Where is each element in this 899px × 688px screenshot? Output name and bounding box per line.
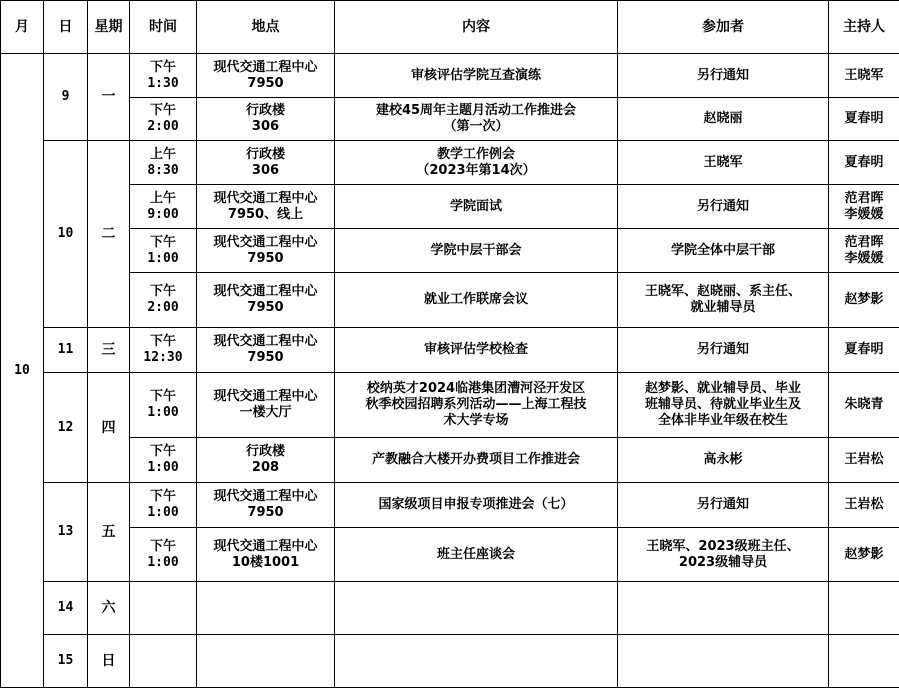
table-row: [1, 54, 899, 98]
host-cell: [829, 582, 899, 635]
participants-cell-line: 就业辅导员: [690, 300, 756, 315]
day-cell: 12: [44, 373, 88, 483]
schedule-body: [1, 1, 899, 688]
participants-cell-line: 赵梦影、就业辅导员、毕业: [644, 381, 801, 396]
location-cell-line: 7950: [247, 505, 284, 520]
time-cell-line: 下午: [149, 234, 176, 250]
host-cell-line: 李媛媛: [844, 206, 884, 222]
location-cell: [197, 273, 335, 328]
location-cell-line: 行政楼: [245, 146, 285, 162]
time-cell: [130, 373, 197, 438]
participants-cell-line: 另行通知: [696, 198, 749, 214]
day-cell: 9: [44, 54, 88, 141]
location-cell-line: 7950、线上: [227, 206, 304, 222]
participants-cell: [618, 483, 829, 528]
content-cell-line: 产教融合大楼开办费项目工作推进会: [371, 452, 580, 467]
content-cell-line: 审核评估学校检查: [423, 342, 528, 357]
participants-cell-line: 另行通知: [696, 497, 749, 512]
host-cell-line: 夏春明: [844, 154, 884, 170]
location-cell: [197, 438, 335, 483]
time-cell: [130, 635, 197, 688]
host-cell: [829, 273, 899, 328]
content-cell-line: （2023年第14次）: [416, 162, 536, 178]
time-cell: [130, 229, 197, 273]
location-cell-line: 306: [251, 119, 280, 134]
participants-cell: [618, 141, 829, 185]
time-cell-line: 下午: [149, 284, 176, 299]
host-cell-line: 李媛媛: [844, 250, 884, 266]
time-cell: [130, 98, 197, 141]
time-cell: [130, 582, 197, 635]
table-row: [1, 483, 899, 528]
time-cell-line: 1:00: [147, 250, 179, 266]
header-content: 内容: [335, 1, 618, 54]
weekday-cell: 一: [88, 54, 130, 141]
weekday-cell: 二: [88, 141, 130, 328]
location-cell: [197, 185, 335, 229]
table-row: [1, 373, 899, 438]
month-cell: 10: [1, 54, 44, 688]
participants-cell: [618, 373, 829, 438]
content-cell: [335, 328, 618, 373]
location-cell: [197, 373, 335, 438]
host-cell: [829, 185, 899, 229]
time-cell: [130, 483, 197, 528]
participants-cell: [618, 528, 829, 582]
participants-cell-line: 高永彬: [703, 452, 743, 467]
weekday-cell: 三: [88, 328, 130, 373]
location-cell-line: 现代交通工程中心: [213, 334, 318, 349]
participants-cell: [618, 54, 829, 98]
table-row: [1, 273, 899, 328]
content-cell: [335, 98, 618, 141]
host-cell: [829, 98, 899, 141]
location-cell-line: 306: [251, 162, 280, 178]
time-cell-line: 1:00: [147, 505, 179, 520]
location-cell-line: 10楼1001: [231, 554, 300, 570]
weekday-cell: 日: [88, 635, 130, 688]
time-cell: [130, 273, 197, 328]
content-cell: [335, 273, 618, 328]
table-row: [1, 185, 899, 229]
location-cell-line: 行政楼: [245, 103, 285, 118]
time-cell-line: 1:30: [147, 75, 179, 91]
header-row: [1, 1, 899, 54]
location-cell: [197, 141, 335, 185]
location-cell: [197, 528, 335, 582]
location-cell-line: 7950: [247, 250, 284, 266]
content-cell-line: 秋季校园招聘系列活动——上海工程技: [365, 397, 587, 412]
participants-cell-line: 另行通知: [696, 67, 749, 83]
participants-cell-line: 赵晓丽: [703, 111, 743, 126]
location-cell: [197, 54, 335, 98]
participants-cell: [618, 635, 829, 688]
weekday-cell: 四: [88, 373, 130, 483]
time-cell-line: 1:00: [147, 460, 179, 475]
content-cell: [335, 373, 618, 438]
host-cell-line: 赵梦影: [844, 546, 884, 562]
header-weekday: 星期: [88, 1, 130, 54]
participants-cell-line: 班辅导员、待就业毕业生及: [644, 397, 801, 412]
time-cell: [130, 54, 197, 98]
table-row: [1, 635, 899, 688]
header-month: 月: [1, 1, 44, 54]
content-cell-line: 术大学专场: [443, 413, 509, 428]
host-cell-line: 夏春明: [844, 111, 884, 126]
participants-cell: [618, 273, 829, 328]
location-cell: [197, 229, 335, 273]
time-cell: [130, 141, 197, 185]
host-cell: [829, 483, 899, 528]
location-cell-line: 现代交通工程中心: [213, 284, 318, 299]
location-cell-line: 208: [251, 460, 280, 475]
host-cell-line: 赵梦影: [844, 292, 884, 307]
host-cell: [829, 54, 899, 98]
participants-cell-line: 2023级辅导员: [678, 554, 768, 570]
time-cell-line: 1:00: [147, 554, 179, 570]
location-cell-line: 现代交通工程中心: [213, 190, 318, 206]
content-cell-line: 建校45周年主题月活动工作推进会: [375, 103, 577, 118]
host-cell-line: 范君晖: [844, 234, 884, 250]
host-cell-line: 王岩松: [844, 452, 884, 467]
content-cell: [335, 582, 618, 635]
table-row: [1, 582, 899, 635]
content-cell-line: 国家级项目申报专项推进会（七）: [378, 497, 574, 512]
location-cell-line: 现代交通工程中心: [213, 489, 318, 504]
time-cell-line: 9:00: [147, 206, 179, 222]
content-cell: [335, 528, 618, 582]
time-cell-line: 下午: [149, 389, 176, 404]
participants-cell: [618, 229, 829, 273]
location-cell-line: 一楼大厅: [239, 405, 292, 420]
participants-cell: [618, 185, 829, 229]
time-cell-line: 2:00: [147, 119, 179, 134]
header-participants: 参加者: [618, 1, 829, 54]
time-cell-line: 下午: [149, 59, 176, 75]
time-cell-line: 下午: [149, 538, 176, 554]
header-location: 地点: [197, 1, 335, 54]
location-cell-line: 现代交通工程中心: [213, 234, 318, 250]
location-cell-line: 7950: [247, 300, 284, 315]
content-cell-line: （第一次）: [443, 119, 509, 134]
participants-cell-line: 学院全体中层干部: [670, 242, 775, 258]
content-cell: [335, 141, 618, 185]
location-cell: [197, 635, 335, 688]
location-cell: [197, 98, 335, 141]
host-cell-line: 范君晖: [844, 190, 884, 206]
participants-cell: [618, 582, 829, 635]
location-cell-line: 7950: [247, 350, 284, 365]
time-cell-line: 8:30: [147, 162, 179, 178]
table-row: [1, 229, 899, 273]
day-cell: 14: [44, 582, 88, 635]
time-cell-line: 上午: [149, 190, 176, 206]
participants-cell-line: 另行通知: [696, 342, 749, 357]
content-cell: [335, 438, 618, 483]
time-cell: [130, 328, 197, 373]
host-cell-line: 王岩松: [844, 497, 884, 512]
host-cell: [829, 141, 899, 185]
time-cell: [130, 438, 197, 483]
participants-cell: [618, 438, 829, 483]
table-row: [1, 528, 899, 582]
host-cell: [829, 438, 899, 483]
time-cell-line: 下午: [149, 334, 176, 349]
location-cell-line: 7950: [247, 75, 284, 91]
weekday-cell: 五: [88, 483, 130, 582]
header-time: 时间: [130, 1, 197, 54]
location-cell: [197, 328, 335, 373]
time-cell-line: 上午: [149, 146, 176, 162]
host-cell-line: 夏春明: [844, 342, 884, 357]
weekday-cell: 六: [88, 582, 130, 635]
time-cell-line: 1:00: [147, 405, 179, 420]
time-cell-line: 2:00: [147, 300, 179, 315]
location-cell-line: 现代交通工程中心: [213, 389, 318, 404]
header-host: 主持人: [829, 1, 899, 54]
host-cell: [829, 635, 899, 688]
time-cell-line: 下午: [149, 103, 176, 118]
location-cell-line: 行政楼: [245, 444, 285, 459]
host-cell: [829, 328, 899, 373]
content-cell-line: 学院中层干部会: [430, 242, 522, 258]
content-cell: [335, 54, 618, 98]
table-row: [1, 328, 899, 373]
host-cell: [829, 229, 899, 273]
time-cell: [130, 528, 197, 582]
time-cell: [130, 185, 197, 229]
content-cell-line: 审核评估学院互查演练: [410, 67, 541, 83]
content-cell-line: 就业工作联席会议: [423, 292, 528, 307]
location-cell: [197, 483, 335, 528]
content-cell-line: 校纳英才2024临港集团漕河泾开发区: [366, 381, 586, 396]
table-row: [1, 141, 899, 185]
table-row: [1, 438, 899, 483]
host-cell-line: 王晓军: [844, 67, 884, 83]
day-cell: 15: [44, 635, 88, 688]
location-cell-line: 现代交通工程中心: [213, 538, 318, 554]
day-cell: 13: [44, 483, 88, 582]
content-cell-line: 学院面试: [449, 198, 502, 214]
participants-cell-line: 王晓军、2023级班主任、: [646, 538, 800, 554]
time-cell-line: 下午: [149, 489, 176, 504]
location-cell-line: 现代交通工程中心: [213, 59, 318, 75]
participants-cell: [618, 98, 829, 141]
content-cell: [335, 229, 618, 273]
participants-cell-line: 王晓军: [703, 154, 743, 170]
content-cell-line: 班主任座谈会: [436, 546, 515, 562]
day-cell: 11: [44, 328, 88, 373]
content-cell: [335, 483, 618, 528]
table-row: [1, 98, 899, 141]
host-cell: [829, 528, 899, 582]
host-cell-line: 朱晓青: [844, 397, 884, 412]
host-cell: [829, 373, 899, 438]
time-cell-line: 12:30: [143, 350, 183, 365]
content-cell-line: 教学工作例会: [436, 146, 515, 162]
time-cell-line: 下午: [149, 444, 176, 459]
content-cell: [335, 185, 618, 229]
participants-cell-line: 王晓军、赵晓丽、系主任、: [644, 284, 801, 299]
participants-cell: [618, 328, 829, 373]
location-cell: [197, 582, 335, 635]
header-day: 日: [44, 1, 88, 54]
day-cell: 10: [44, 141, 88, 328]
content-cell: [335, 635, 618, 688]
participants-cell-line: 全体非毕业年级在校生: [657, 413, 788, 428]
